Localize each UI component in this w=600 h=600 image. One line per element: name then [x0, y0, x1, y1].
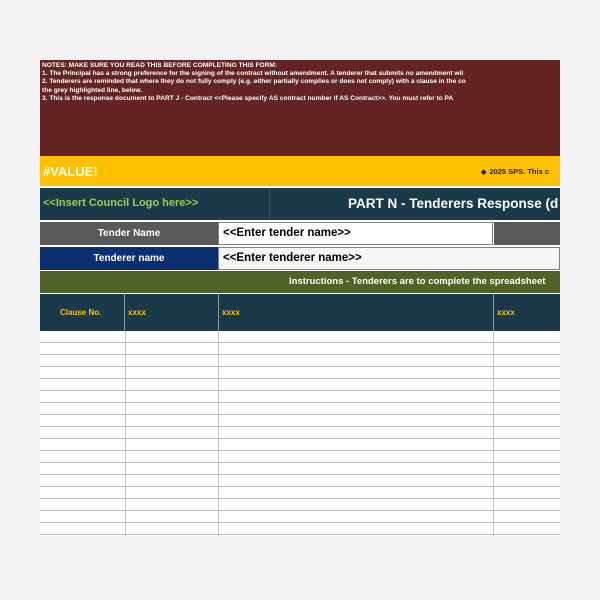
tenderer-name-row	[40, 247, 560, 270]
notes-line-2: 2. Tenderers are reminded that where they do not fully comply (e.g. either partially complies or does not comply) with a clause in the co	[42, 78, 466, 86]
column-header-clause-no[interactable]	[40, 294, 125, 331]
table-row[interactable]	[40, 499, 560, 511]
value-error-cell[interactable]: #VALUE!	[43, 164, 98, 179]
table-row[interactable]	[40, 331, 560, 343]
table-row[interactable]	[40, 487, 560, 499]
table-row[interactable]	[40, 367, 560, 379]
table-row[interactable]	[40, 451, 560, 463]
column-header-label: xxxx	[222, 308, 240, 317]
table-row[interactable]	[40, 379, 560, 391]
tender-name-input[interactable]: <<Enter tender name>>	[218, 222, 493, 245]
sps-text: 2025 SPS. This c	[489, 167, 550, 176]
value-row[interactable]	[40, 156, 560, 186]
table-row[interactable]	[40, 427, 560, 439]
table-header-row	[40, 294, 560, 331]
column-header-3[interactable]	[219, 294, 494, 331]
table-row[interactable]	[40, 415, 560, 427]
council-logo-cell[interactable]	[40, 188, 270, 220]
table-row[interactable]	[40, 403, 560, 415]
notes-line-3: the grey highlighted line, below.	[42, 86, 143, 94]
table-row[interactable]	[40, 523, 560, 535]
notes-line-4: 3. This is the response document to PART J - Contract <<Please specify AS contract number if AS Contract>>. You must refer to PA	[42, 94, 454, 102]
table-row[interactable]	[40, 343, 560, 355]
tenderer-name-input[interactable]: <<Enter tenderer name>>	[218, 247, 560, 270]
spreadsheet-sheet	[40, 60, 560, 536]
table-row[interactable]	[40, 439, 560, 451]
instructions-text: Instructions - Tenderers are to complete the spreadsheet	[289, 276, 546, 287]
tender-name-row	[40, 222, 560, 245]
logo-row	[40, 188, 560, 220]
diamond-bullet-icon: ◆	[481, 169, 487, 176]
table-row[interactable]	[40, 475, 560, 487]
notes-panel[interactable]	[40, 60, 560, 156]
tender-name-filler-cell	[494, 222, 560, 245]
column-header-2[interactable]	[125, 294, 219, 331]
instructions-row	[40, 271, 560, 293]
column-header-label: xxxx	[128, 308, 146, 317]
table-row[interactable]	[40, 511, 560, 523]
notes-line-1: 1. The Principal has a strong preference for the signing of the contract without amendment. A tenderer that submits no amendment wil	[42, 70, 464, 78]
table-row[interactable]	[40, 463, 560, 475]
tender-name-label: Tender Name	[40, 222, 218, 245]
council-logo-placeholder: <<Insert Council Logo here>>	[43, 197, 199, 209]
table-body	[40, 331, 560, 536]
notes-heading: NOTES: MAKE SURE YOU READ THIS BEFORE COMPLETING THIS FORM:	[42, 62, 278, 69]
tenderer-name-label: Tenderer name	[40, 247, 218, 270]
table-row[interactable]	[40, 355, 560, 367]
column-header-label: Clause No.	[60, 308, 102, 317]
sps-cell[interactable]	[481, 167, 549, 176]
part-title: PART N - Tenderers Response (d	[348, 196, 559, 211]
column-header-4[interactable]	[494, 294, 560, 331]
table-row[interactable]	[40, 391, 560, 403]
column-header-label: xxxx	[497, 308, 515, 317]
